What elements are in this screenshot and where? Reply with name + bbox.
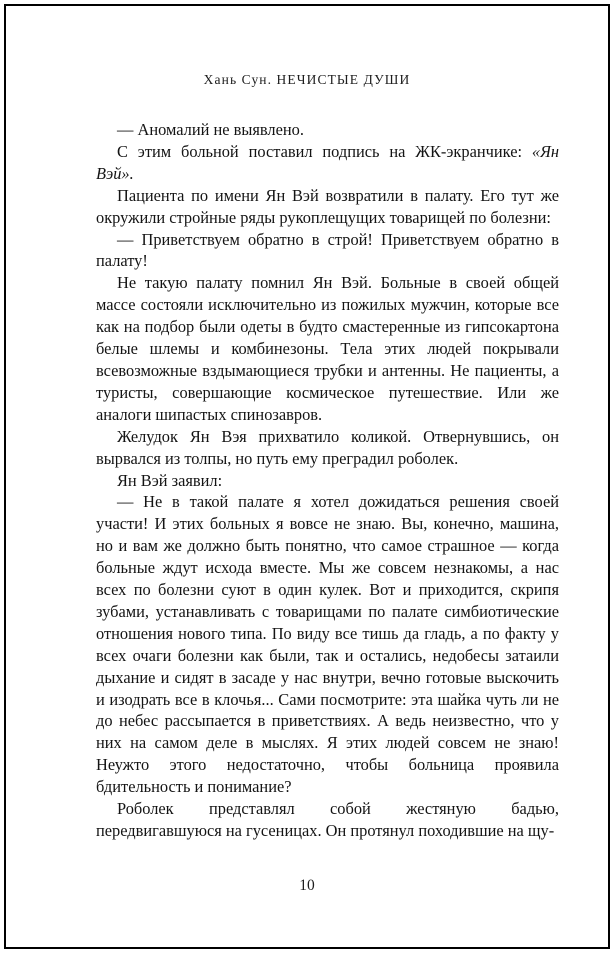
paragraph-signature-text: С этим больной поставил подпись на ЖК-экранчике:: [117, 141, 532, 161]
paragraph-robot-description: Роболек представлял собой жестяную бадью, передвигавшуюся на гусеницах. Он протянул походившие на щу-: [96, 799, 559, 840]
paragraph-dialogue-complaint: — Не в такой палате я хотел дожидаться решения своей участи! И этих больных я вовсе не знаю. Вы, конечно, машина, но и вам же должно быть понятно, что самое страшное — когда больные ждут исхода вместе. Мы же совсем незнакомы, а нас всех по болезни суют в один кулек. Вот и приходится, скрипя зубами, устанавливать с товарищами по палате симбиотические отношения нового типа. По виду все тишь да гладь, а по факту у всех очаги болезни как были, так и остались, недобесы затаили дыхание и сидят в засаде у нас внутри, вечно готовые выскочить и изодрать все в клочья... Сами посмотрите: эта шайка чуть ли не до небес рассыпается в приветствиях. А ведь неизвестно, что у них на самом деле в мыслях. Я этих людей совсем не знаю! Неужто этого недостаточно, чтобы больница проявила бдительность и понимание?: [96, 492, 559, 797]
paragraph-stomach-colic: Желудок Ян Вэя прихватило коликой. Отвернувшись, он вырвался из толпы, но путь ему преградил роболек.: [96, 426, 559, 468]
page-number: 10: [299, 877, 315, 894]
paragraph-yan-wei-said: Ян Вэй заявил:: [117, 470, 223, 490]
paragraph-return-to-ward: Пациента по имени Ян Вэй возвратили в палату. Его тут же окружили стройные ряды рукоплещущих товарищей по болезни:: [96, 185, 559, 227]
paragraph-dialogue-anomaly: — Аномалий не выявлено.: [117, 120, 304, 139]
paragraph-ward-description: Не такую палату помнил Ян Вэй. Больные в своей общей массе состояли исключительно из пожилых мужчин, которые все как на подбор были одеты в будто смастеренные из гипсокартона белые шлемы и комбинезоны. Тела этих людей покрывали всевозможные вздымающиеся трубки и антенны. Не пациенты, а туристы, совершающие космическое путешествие. Или же аналоги шипастых спинозавров.: [96, 273, 559, 424]
text-block: [96, 119, 559, 842]
signature-name-italic: «Ян Вэй».: [96, 141, 559, 183]
running-title: Хань Сун. НЕЧИСТЫЕ ДУШИ: [203, 72, 411, 87]
paragraph-dialogue-greeting: — Приветствуем обратно в строй! Приветствуем обратно в палату!: [96, 229, 559, 271]
paragraph-signature: [96, 141, 559, 185]
book-page: [4, 4, 610, 949]
